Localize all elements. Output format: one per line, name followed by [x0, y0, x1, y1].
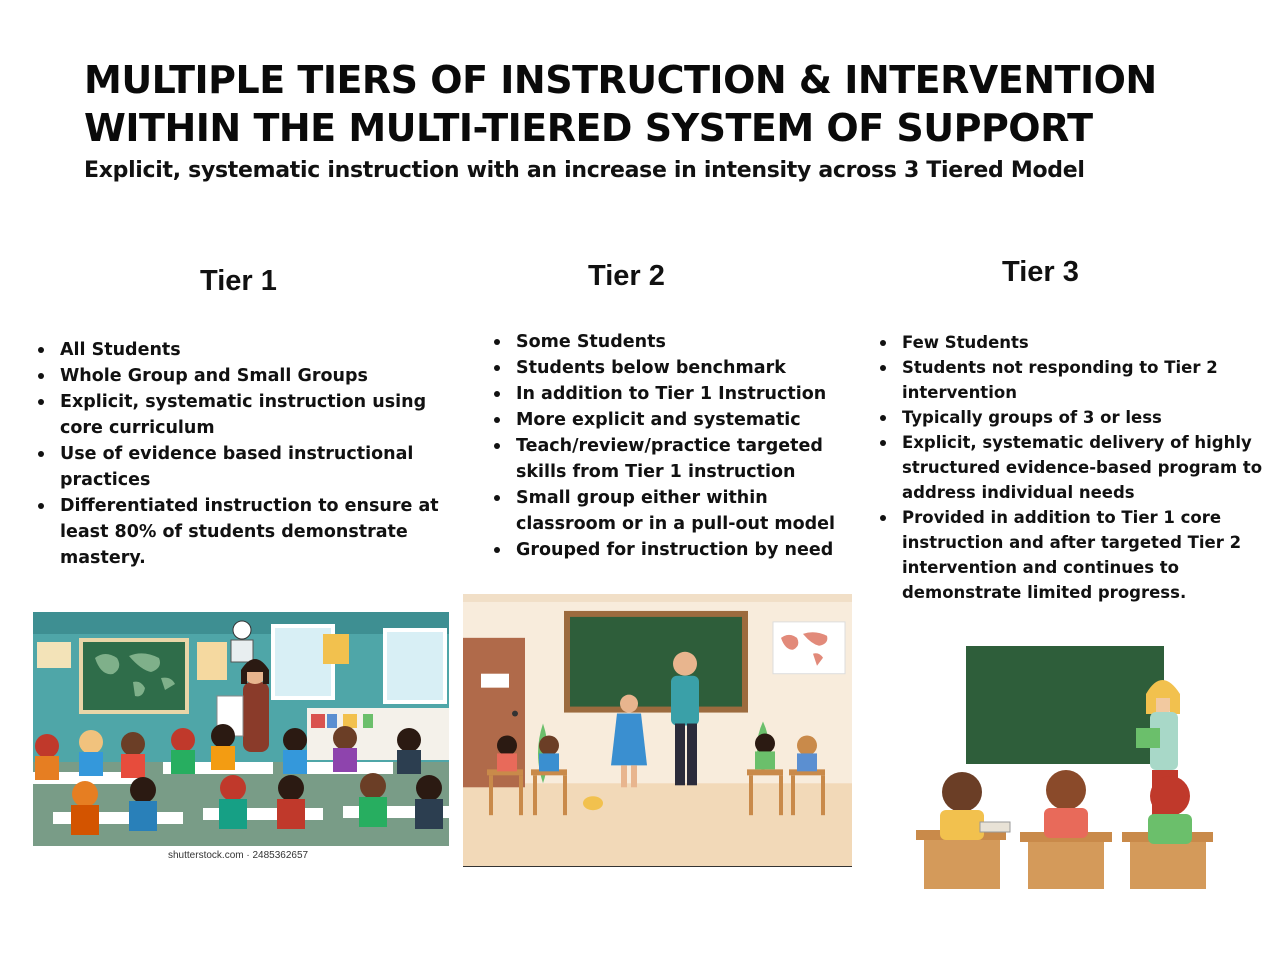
list-item: Teach/review/practice targeted skills from Tier 1 instruction	[490, 433, 870, 485]
list-item: Students not responding to Tier 2 intervention	[876, 355, 1271, 405]
list-item: Use of evidence based instructional practices	[34, 441, 474, 493]
tier-3-classroom-illustration	[916, 646, 1213, 889]
list-item: Few Students	[876, 330, 1271, 355]
tier-1-bullet-list	[34, 337, 474, 571]
tier-2-heading: Tier 2	[588, 260, 665, 292]
tier-3-heading: Tier 3	[1002, 256, 1079, 288]
list-item: Provided in addition to Tier 1 core instruction and after targeted Tier 2 intervention and continues to demonstrate limited progress.	[876, 505, 1271, 605]
list-item: All Students	[34, 337, 474, 363]
list-item: Small group either within classroom or in a pull-out model	[490, 485, 870, 537]
list-item: Students below benchmark	[490, 355, 870, 381]
tier-1-classroom-illustration	[33, 612, 449, 846]
list-item: In addition to Tier 1 Instruction	[490, 381, 870, 407]
title-line-1: MULTIPLE TIERS OF INSTRUCTION & INTERVENTION	[84, 58, 1157, 102]
tier-2-bullet-list	[490, 329, 870, 563]
tier-1-heading: Tier 1	[200, 265, 277, 297]
list-item: Explicit, systematic delivery of highly structured evidence-based program to address individual needs	[876, 430, 1271, 505]
tier-2-classroom-illustration	[463, 594, 852, 867]
list-item: Whole Group and Small Groups	[34, 363, 474, 389]
page-title	[84, 56, 1234, 152]
list-item: Grouped for instruction by need	[490, 537, 870, 563]
list-item: Explicit, systematic instruction using core curriculum	[34, 389, 474, 441]
title-line-2: WITHIN THE MULTI-TIERED SYSTEM OF SUPPORT	[84, 106, 1093, 150]
list-item: Some Students	[490, 329, 870, 355]
list-item: Typically groups of 3 or less	[876, 405, 1271, 430]
page-subtitle: Explicit, systematic instruction with an increase in intensity across 3 Tiered Model	[84, 158, 1085, 183]
list-item: Differentiated instruction to ensure at least 80% of students demonstrate mastery.	[34, 493, 474, 571]
image-credit: shutterstock.com · 2485362657	[168, 850, 309, 861]
tier-3-bullet-list	[876, 330, 1271, 605]
list-item: More explicit and systematic	[490, 407, 870, 433]
